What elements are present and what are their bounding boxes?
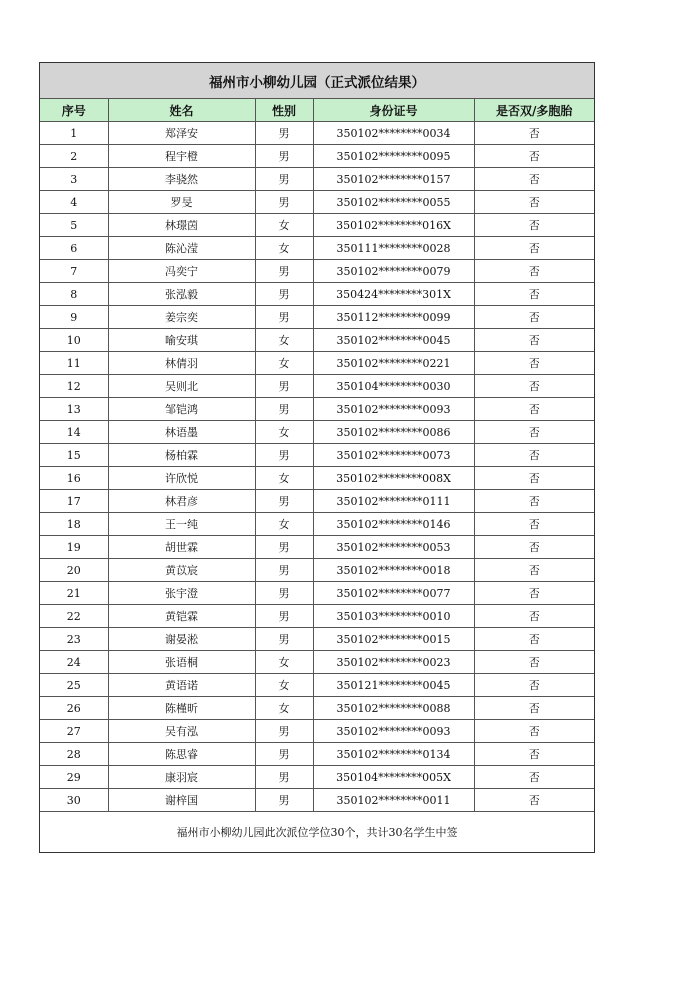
cell-index: 29 bbox=[40, 766, 108, 789]
cell-gender: 女 bbox=[255, 421, 313, 444]
cell-index: 11 bbox=[40, 352, 108, 375]
table-row bbox=[40, 444, 594, 467]
cell-gender: 男 bbox=[255, 168, 313, 191]
cell-twins: 否 bbox=[474, 352, 594, 375]
table-row bbox=[40, 260, 594, 283]
cell-twins: 否 bbox=[474, 582, 594, 605]
cell-index: 28 bbox=[40, 743, 108, 766]
cell-twins: 否 bbox=[474, 789, 594, 812]
cell-name: 陈沁滢 bbox=[108, 237, 255, 260]
table-row bbox=[40, 674, 594, 697]
cell-name: 杨柏霖 bbox=[108, 444, 255, 467]
cell-twins: 否 bbox=[474, 697, 594, 720]
header-twins: 是否双/多胞胎 bbox=[474, 99, 594, 122]
cell-name: 林璟茵 bbox=[108, 214, 255, 237]
cell-id-number: 350102********0023 bbox=[313, 651, 474, 674]
cell-index: 14 bbox=[40, 421, 108, 444]
table-row bbox=[40, 743, 594, 766]
cell-index: 17 bbox=[40, 490, 108, 513]
cell-name: 张泓毅 bbox=[108, 283, 255, 306]
cell-id-number: 350103********0010 bbox=[313, 605, 474, 628]
cell-id-number: 350102********016X bbox=[313, 214, 474, 237]
cell-gender: 女 bbox=[255, 467, 313, 490]
cell-id-number: 350104********0030 bbox=[313, 375, 474, 398]
cell-name: 程宇橙 bbox=[108, 145, 255, 168]
cell-gender: 男 bbox=[255, 145, 313, 168]
cell-name: 张宇澄 bbox=[108, 582, 255, 605]
cell-gender: 男 bbox=[255, 536, 313, 559]
cell-twins: 否 bbox=[474, 168, 594, 191]
cell-index: 23 bbox=[40, 628, 108, 651]
table-row bbox=[40, 329, 594, 352]
cell-twins: 否 bbox=[474, 444, 594, 467]
cell-name: 陈槿昕 bbox=[108, 697, 255, 720]
cell-gender: 女 bbox=[255, 674, 313, 697]
cell-twins: 否 bbox=[474, 651, 594, 674]
cell-gender: 男 bbox=[255, 398, 313, 421]
table-row bbox=[40, 697, 594, 720]
table-row bbox=[40, 651, 594, 674]
cell-index: 7 bbox=[40, 260, 108, 283]
cell-name: 黄语诺 bbox=[108, 674, 255, 697]
cell-twins: 否 bbox=[474, 467, 594, 490]
cell-twins: 否 bbox=[474, 559, 594, 582]
cell-index: 21 bbox=[40, 582, 108, 605]
cell-twins: 否 bbox=[474, 513, 594, 536]
cell-id-number: 350102********0093 bbox=[313, 720, 474, 743]
cell-gender: 女 bbox=[255, 237, 313, 260]
table-row bbox=[40, 352, 594, 375]
cell-index: 24 bbox=[40, 651, 108, 674]
cell-index: 25 bbox=[40, 674, 108, 697]
cell-twins: 否 bbox=[474, 329, 594, 352]
cell-gender: 男 bbox=[255, 628, 313, 651]
cell-twins: 否 bbox=[474, 260, 594, 283]
table-row bbox=[40, 536, 594, 559]
cell-name: 黄苡宸 bbox=[108, 559, 255, 582]
cell-twins: 否 bbox=[474, 766, 594, 789]
table-row bbox=[40, 513, 594, 536]
cell-index: 2 bbox=[40, 145, 108, 168]
table-row bbox=[40, 467, 594, 490]
cell-twins: 否 bbox=[474, 283, 594, 306]
cell-index: 18 bbox=[40, 513, 108, 536]
cell-twins: 否 bbox=[474, 536, 594, 559]
cell-name: 王一纯 bbox=[108, 513, 255, 536]
cell-name: 李骁然 bbox=[108, 168, 255, 191]
cell-gender: 男 bbox=[255, 306, 313, 329]
cell-name: 邹铠鸿 bbox=[108, 398, 255, 421]
cell-name: 张语桐 bbox=[108, 651, 255, 674]
table-row bbox=[40, 375, 594, 398]
cell-gender: 男 bbox=[255, 122, 313, 145]
cell-gender: 男 bbox=[255, 582, 313, 605]
cell-twins: 否 bbox=[474, 375, 594, 398]
cell-gender: 男 bbox=[255, 375, 313, 398]
cell-id-number: 350102********0111 bbox=[313, 490, 474, 513]
cell-twins: 否 bbox=[474, 605, 594, 628]
cell-twins: 否 bbox=[474, 490, 594, 513]
cell-name: 罗旻 bbox=[108, 191, 255, 214]
cell-index: 8 bbox=[40, 283, 108, 306]
cell-index: 4 bbox=[40, 191, 108, 214]
cell-index: 13 bbox=[40, 398, 108, 421]
cell-index: 6 bbox=[40, 237, 108, 260]
header-id-number: 身份证号 bbox=[313, 99, 474, 122]
cell-gender: 女 bbox=[255, 352, 313, 375]
table-row bbox=[40, 559, 594, 582]
cell-name: 谢梓国 bbox=[108, 789, 255, 812]
table-row bbox=[40, 122, 594, 145]
cell-gender: 男 bbox=[255, 789, 313, 812]
cell-id-number: 350424********301X bbox=[313, 283, 474, 306]
cell-id-number: 350102********0088 bbox=[313, 697, 474, 720]
table-row bbox=[40, 789, 594, 812]
cell-index: 22 bbox=[40, 605, 108, 628]
cell-name: 黄铠霖 bbox=[108, 605, 255, 628]
cell-gender: 女 bbox=[255, 513, 313, 536]
cell-twins: 否 bbox=[474, 145, 594, 168]
cell-id-number: 350121********0045 bbox=[313, 674, 474, 697]
cell-index: 27 bbox=[40, 720, 108, 743]
cell-id-number: 350102********0053 bbox=[313, 536, 474, 559]
cell-gender: 男 bbox=[255, 743, 313, 766]
cell-id-number: 350102********0095 bbox=[313, 145, 474, 168]
cell-gender: 女 bbox=[255, 214, 313, 237]
cell-id-number: 350102********0077 bbox=[313, 582, 474, 605]
cell-id-number: 350102********0157 bbox=[313, 168, 474, 191]
cell-name: 喻安琪 bbox=[108, 329, 255, 352]
cell-id-number: 350102********0146 bbox=[313, 513, 474, 536]
results-table bbox=[40, 63, 594, 852]
cell-twins: 否 bbox=[474, 306, 594, 329]
cell-id-number: 350102********0055 bbox=[313, 191, 474, 214]
cell-index: 30 bbox=[40, 789, 108, 812]
cell-name: 林语墨 bbox=[108, 421, 255, 444]
cell-twins: 否 bbox=[474, 743, 594, 766]
cell-name: 林倩羽 bbox=[108, 352, 255, 375]
cell-twins: 否 bbox=[474, 421, 594, 444]
table-row bbox=[40, 398, 594, 421]
cell-name: 郑泽安 bbox=[108, 122, 255, 145]
cell-gender: 男 bbox=[255, 490, 313, 513]
cell-index: 12 bbox=[40, 375, 108, 398]
cell-name: 林君彦 bbox=[108, 490, 255, 513]
table-row bbox=[40, 145, 594, 168]
cell-id-number: 350102********0134 bbox=[313, 743, 474, 766]
table-row bbox=[40, 237, 594, 260]
cell-name: 胡世霖 bbox=[108, 536, 255, 559]
cell-gender: 女 bbox=[255, 329, 313, 352]
table-row bbox=[40, 214, 594, 237]
cell-name: 吴则北 bbox=[108, 375, 255, 398]
cell-gender: 女 bbox=[255, 697, 313, 720]
table-row bbox=[40, 720, 594, 743]
cell-id-number: 350102********008X bbox=[313, 467, 474, 490]
cell-id-number: 350102********0221 bbox=[313, 352, 474, 375]
sheet-title: 福州市小柳幼儿园（正式派位结果） bbox=[40, 63, 594, 99]
cell-twins: 否 bbox=[474, 191, 594, 214]
table-row bbox=[40, 605, 594, 628]
table-row bbox=[40, 283, 594, 306]
cell-id-number: 350102********0093 bbox=[313, 398, 474, 421]
cell-index: 20 bbox=[40, 559, 108, 582]
cell-twins: 否 bbox=[474, 628, 594, 651]
header-index: 序号 bbox=[40, 99, 108, 122]
cell-index: 26 bbox=[40, 697, 108, 720]
header-row bbox=[40, 99, 594, 122]
cell-twins: 否 bbox=[474, 122, 594, 145]
cell-id-number: 350102********0015 bbox=[313, 628, 474, 651]
cell-gender: 男 bbox=[255, 191, 313, 214]
cell-gender: 男 bbox=[255, 444, 313, 467]
cell-id-number: 350104********005X bbox=[313, 766, 474, 789]
cell-id-number: 350111********0028 bbox=[313, 237, 474, 260]
cell-index: 9 bbox=[40, 306, 108, 329]
cell-index: 16 bbox=[40, 467, 108, 490]
table-row bbox=[40, 306, 594, 329]
table-row bbox=[40, 766, 594, 789]
cell-name: 许欣悦 bbox=[108, 467, 255, 490]
cell-index: 5 bbox=[40, 214, 108, 237]
cell-name: 姜宗奕 bbox=[108, 306, 255, 329]
cell-index: 1 bbox=[40, 122, 108, 145]
cell-id-number: 350102********0073 bbox=[313, 444, 474, 467]
cell-gender: 男 bbox=[255, 605, 313, 628]
cell-gender: 男 bbox=[255, 283, 313, 306]
table-row bbox=[40, 191, 594, 214]
cell-name: 谢晏淞 bbox=[108, 628, 255, 651]
cell-name: 陈思睿 bbox=[108, 743, 255, 766]
cell-id-number: 350102********0086 bbox=[313, 421, 474, 444]
cell-name: 康羽宸 bbox=[108, 766, 255, 789]
cell-gender: 男 bbox=[255, 766, 313, 789]
cell-name: 冯奕宁 bbox=[108, 260, 255, 283]
cell-twins: 否 bbox=[474, 398, 594, 421]
footer-note: 福州市小柳幼儿园此次派位学位30个，共计30名学生中签 bbox=[40, 812, 594, 853]
table-row bbox=[40, 582, 594, 605]
cell-index: 10 bbox=[40, 329, 108, 352]
cell-gender: 男 bbox=[255, 260, 313, 283]
cell-twins: 否 bbox=[474, 720, 594, 743]
table-row bbox=[40, 168, 594, 191]
cell-index: 19 bbox=[40, 536, 108, 559]
cell-gender: 男 bbox=[255, 720, 313, 743]
cell-name: 吴有泓 bbox=[108, 720, 255, 743]
table-row bbox=[40, 628, 594, 651]
cell-twins: 否 bbox=[474, 674, 594, 697]
cell-id-number: 350102********0018 bbox=[313, 559, 474, 582]
cell-index: 15 bbox=[40, 444, 108, 467]
cell-twins: 否 bbox=[474, 237, 594, 260]
cell-id-number: 350112********0099 bbox=[313, 306, 474, 329]
table-row bbox=[40, 421, 594, 444]
cell-twins: 否 bbox=[474, 214, 594, 237]
cell-id-number: 350102********0079 bbox=[313, 260, 474, 283]
cell-id-number: 350102********0034 bbox=[313, 122, 474, 145]
header-gender: 性别 bbox=[255, 99, 313, 122]
cell-gender: 男 bbox=[255, 559, 313, 582]
cell-index: 3 bbox=[40, 168, 108, 191]
cell-id-number: 350102********0045 bbox=[313, 329, 474, 352]
table-row bbox=[40, 490, 594, 513]
cell-gender: 女 bbox=[255, 651, 313, 674]
results-sheet bbox=[39, 62, 595, 853]
cell-id-number: 350102********0011 bbox=[313, 789, 474, 812]
header-name: 姓名 bbox=[108, 99, 255, 122]
